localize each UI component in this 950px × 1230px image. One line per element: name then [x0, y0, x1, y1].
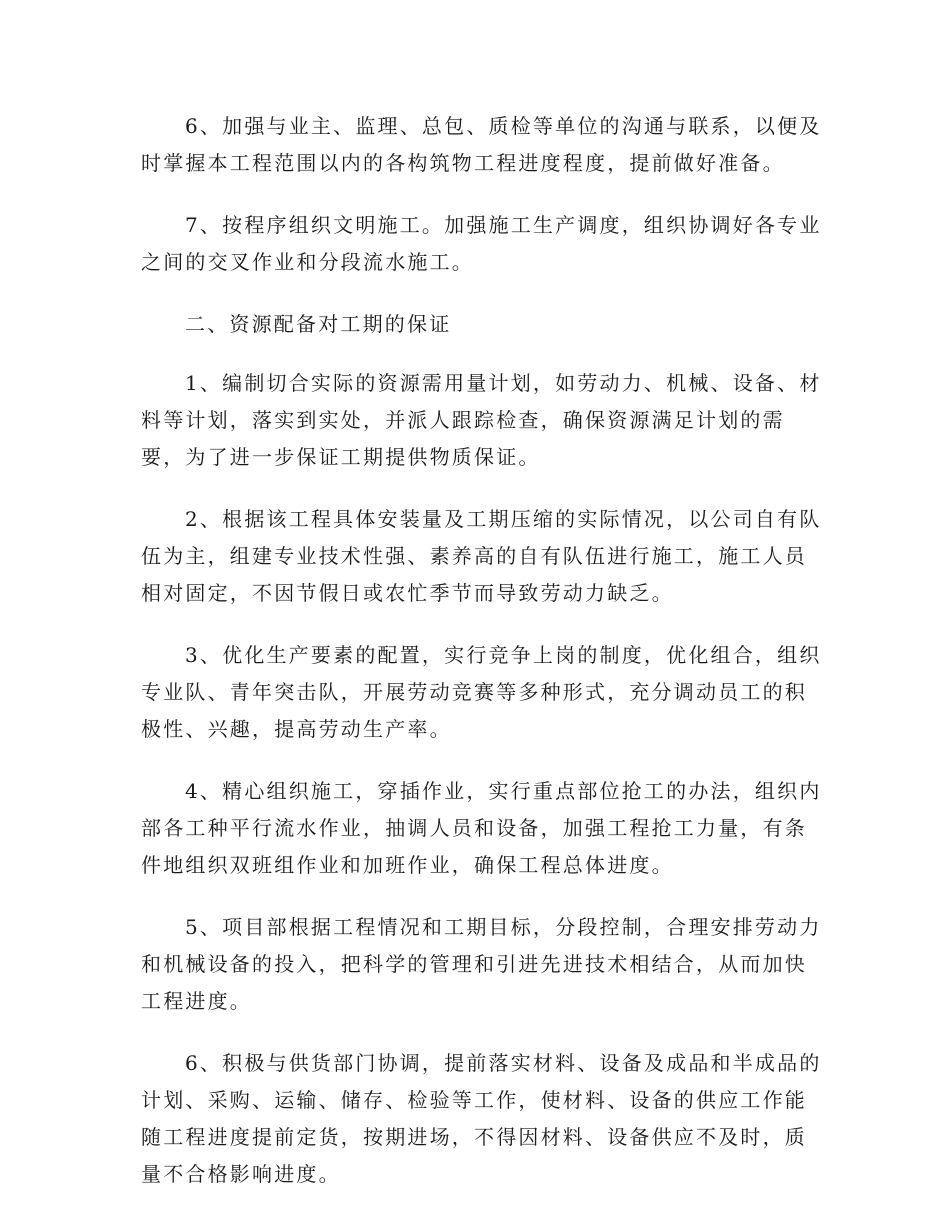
paragraph-line: 时掌握本工程范围以内的各构筑物工程进度程度，提前做好准备。: [141, 151, 785, 175]
document-body: [141, 108, 822, 1218]
paragraph-line: 件地组织双班组作业和加班作业，确保工程总体进度。: [141, 853, 674, 877]
paragraph-item-2-own-teams: [141, 501, 822, 612]
section-heading-text: 二、资源配备对工期的保证: [185, 312, 452, 336]
paragraph-item-1-resource-plan: [141, 365, 822, 476]
paragraph-line: 要，为了进一步保证工期提供物质保证。: [141, 445, 541, 469]
paragraph-line: 专业队、青年突击队，开展劳动竞赛等多种形式，充分调动员工的积: [141, 680, 807, 704]
paragraph-line: 量不合格影响进度。: [141, 1162, 341, 1186]
paragraph-item-6-supply-coordination: [141, 1045, 822, 1193]
paragraph-line: 料等计划，落实到实处，并派人跟踪检查，确保资源满足计划的需: [141, 408, 785, 432]
paragraph-line: 7、按程序组织文明施工。加强施工生产调度，组织协调好各专业: [185, 213, 822, 237]
paragraph-item-3-optimize-factors: [141, 637, 822, 748]
paragraph-line: 2、根据该工程具体安装量及工期压缩的实际情况，以公司自有队: [185, 507, 822, 531]
paragraph-item-5-segmented-control: [141, 909, 822, 1020]
paragraph-line: 极性、兴趣，提高劳动生产率。: [141, 717, 452, 741]
paragraph-line: 工程进度。: [141, 989, 252, 1013]
paragraph-line: 6、积极与供货部门协调，提前落实材料、设备及成品和半成品的: [185, 1051, 822, 1075]
paragraph-line: 随工程进度提前定货，按期进场，不得因材料、设备供应不及时，质: [141, 1125, 807, 1149]
paragraph-line: 之间的交叉作业和分段流水施工。: [141, 250, 474, 274]
paragraph-item-6-communication: [141, 108, 822, 182]
paragraph-line: 4、精心组织施工，穿插作业，实行重点部位抢工的办法，组织内: [185, 779, 822, 803]
paragraph-item-7-civilized-construction: [141, 207, 822, 281]
paragraph-line: 1、编制切合实际的资源需用量计划，如劳动力、机械、设备、材: [185, 371, 822, 395]
paragraph-line: 和机械设备的投入，把科学的管理和引进先进技术相结合，从而加快: [141, 952, 807, 976]
paragraph-line: 5、项目部根据工程情况和工期目标，分段控制，合理安排劳动力: [185, 915, 822, 939]
paragraph-line: 部各工种平行流水作业，抽调人员和设备，加强工程抢工力量，有条: [141, 816, 807, 840]
paragraph-line: 计划、采购、运输、储存、检验等工作，使材料、设备的供应工作能: [141, 1088, 807, 1112]
paragraph-line: 3、优化生产要素的配置，实行竞争上岗的制度，优化组合，组织: [185, 643, 822, 667]
paragraph-item-4-organize-construction: [141, 773, 822, 884]
paragraph-line: 6、加强与业主、监理、总包、质检等单位的沟通与联系，以便及: [185, 114, 822, 138]
section-heading-resources: [141, 306, 809, 343]
paragraph-line: 相对固定，不因节假日或农忙季节而导致劳动力缺乏。: [141, 581, 674, 605]
paragraph-line: 伍为主，组建专业技术性强、素养高的自有队伍进行施工，施工人员: [141, 544, 807, 568]
